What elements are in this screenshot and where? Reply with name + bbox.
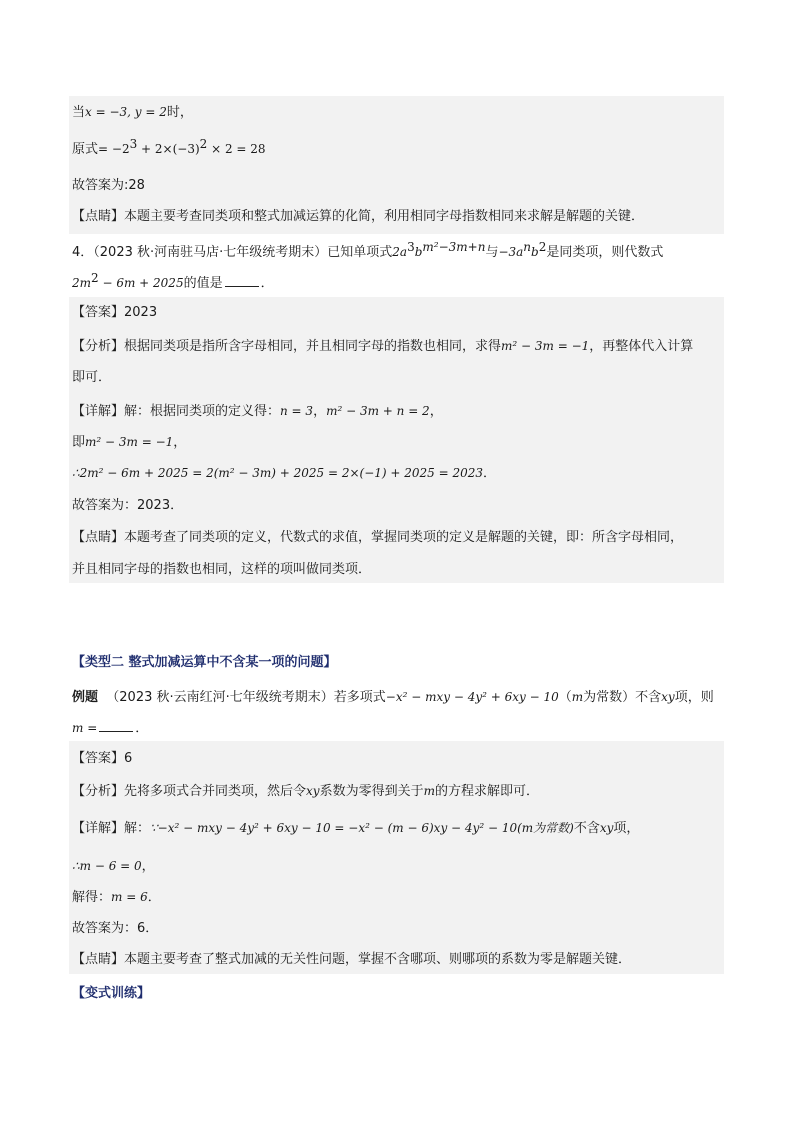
exponent: m²−3m+n: [422, 240, 486, 254]
expr-part: − 6m + 2025: [98, 276, 184, 290]
analysis-part: 【分析】先将多项式合并同类项，然后令: [72, 784, 307, 799]
analysis-prefix: 【分析】根据同类项是指所含字母相同，并且相同字母的指数也相同，求得: [72, 339, 502, 354]
example-line-2: [72, 719, 148, 738]
question-4-prefix: 4．（2023 秋·河南驻马店·七年级统考期末）已知单项式: [72, 245, 393, 260]
exponent: 3: [129, 137, 138, 151]
expr-suffix: 的值是: [183, 276, 223, 291]
step-end: ．: [147, 890, 161, 905]
example-var: m: [571, 690, 584, 704]
step-end: ，: [141, 859, 155, 874]
question-4-stem: [72, 240, 664, 262]
example-line2-math: m =: [72, 721, 98, 735]
monomial-1-coef: 2a: [392, 245, 408, 259]
final-answer-3: 故答案为：6．: [72, 921, 159, 936]
monomial-2-base: b: [531, 245, 539, 259]
analysis-suffix: ，再整体代入计算: [589, 339, 694, 354]
example-xy: xy: [661, 690, 675, 704]
example-paren: （: [558, 690, 572, 705]
comment-line-2a: 【点睛】本题考查了同类项的定义，代数式的求值，掌握同类项的定义是解题的关键，即：所含字母相同，: [72, 530, 684, 545]
analysis-part: 的方程求解即可．: [434, 784, 539, 799]
example-paren-text: 为常数）不含: [583, 690, 662, 705]
monomial-2-coef: −3a: [498, 245, 524, 259]
step-math: ∴2m² − 6m + 2025 = 2(m² − 3m) + 2025 = 2×(−1) + 2025 = 2023: [72, 466, 484, 480]
question-4-mid: 与: [485, 245, 499, 260]
exponent: 2: [91, 271, 99, 285]
detail-end: ，: [429, 404, 443, 419]
step-prefix: 解得：: [72, 890, 112, 905]
analysis-m: m: [423, 784, 435, 798]
step-prefix: 即: [72, 435, 86, 450]
step-line-2: [72, 433, 186, 452]
step-line-3b: [72, 857, 155, 876]
answer-line-3: 【答案】6: [72, 751, 133, 766]
detail-prefix: 【详解】解：根据同类项的定义得：: [72, 404, 281, 419]
solution-block-3: [69, 741, 724, 974]
answer-line-1: 故答案为:28: [72, 178, 145, 193]
condition-prefix: 当: [72, 105, 86, 120]
detail-prefix: 【详解】解：: [72, 821, 151, 836]
step-math: m = 6: [111, 890, 148, 904]
expr-end: ．: [260, 276, 274, 291]
monomial-1-base: b: [414, 245, 423, 259]
analysis-line-2b: 即可．: [72, 370, 112, 385]
answer-blank[interactable]: [99, 719, 133, 732]
comment-line-2b: 并且相同字母的指数也相同，这样的项叫做同类项．: [72, 562, 372, 577]
detail-line-2: [72, 402, 443, 421]
step-math: ∴m − 6 = 0: [72, 859, 142, 873]
example-tail: 项，则: [674, 690, 714, 705]
analysis-line-2: [72, 337, 693, 356]
exponent: n: [523, 240, 532, 254]
comment-line-1: 【点睛】本题主要考查同类项和整式加减运算的化简，利用相同字母指数相同来求解是解题的关键．: [72, 209, 645, 224]
exponent: 3: [407, 240, 415, 254]
math-part: × 2 = 28: [207, 142, 266, 156]
detail-math: m² − 3m + n = 2: [326, 404, 430, 418]
final-answer-2: 故答案为：2023．: [72, 498, 184, 513]
answer-blank[interactable]: [225, 274, 259, 287]
analysis-part: 系数为零得到关于: [319, 784, 424, 799]
original-label: 原式: [72, 142, 99, 157]
condition-math: x = −3, y = 2: [85, 105, 167, 119]
step-math: m² − 3m = −1: [85, 435, 174, 449]
question-4-suffix: 是同类项，则代数式: [546, 245, 664, 260]
example-math: −x² − mxy − 4y² + 6xy − 10: [385, 690, 559, 704]
variant-heading: 【变式训练】: [72, 986, 151, 1001]
step-end: ．: [483, 466, 497, 481]
step-line-3c: [72, 888, 161, 907]
exponent: 2: [199, 137, 208, 151]
analysis-line-3: [72, 782, 539, 801]
exponent: 2: [538, 240, 547, 254]
condition-line: [72, 103, 193, 122]
original-expression-line: [72, 137, 266, 159]
detail-math: ∵−x² − mxy − 4y² + 6xy − 10 = −x² − (m − 6)xy − 4y² − 10(m为常数): [150, 821, 574, 835]
detail-xy: xy: [599, 821, 614, 835]
step-end: ，: [173, 435, 187, 450]
answer-line-2: 【答案】2023: [72, 305, 158, 320]
detail-sep: ，: [313, 404, 327, 419]
condition-suffix: 时，: [166, 105, 193, 120]
detail-end: 项，: [613, 821, 640, 836]
section-heading: 【类型二 整式加减运算中不含某一项的问题】: [72, 655, 337, 670]
step-line-3: [72, 464, 496, 483]
detail-line-3: [72, 819, 639, 838]
analysis-xy: xy: [306, 784, 320, 798]
example-label: 例题: [72, 690, 99, 705]
example-prefix: （2023 秋·云南红河·七年级统考期末）若多项式: [106, 690, 386, 705]
example-line2-end: ．: [135, 721, 149, 736]
analysis-math: m² − 3m = −1: [501, 339, 590, 353]
question-4-expression: [72, 271, 274, 293]
expr-part: 2m: [72, 276, 92, 290]
math-part: = −2: [98, 142, 130, 156]
detail-suffix: 不含: [573, 821, 600, 836]
math-part: + 2×(−3): [137, 142, 200, 156]
example-stem: [72, 688, 714, 707]
comment-line-3: 【点睛】本题主要考查了整式加减的无关性问题，掌握不含哪项、则哪项的系数为零是解题关键．: [72, 952, 632, 967]
detail-math: n = 3: [280, 404, 314, 418]
